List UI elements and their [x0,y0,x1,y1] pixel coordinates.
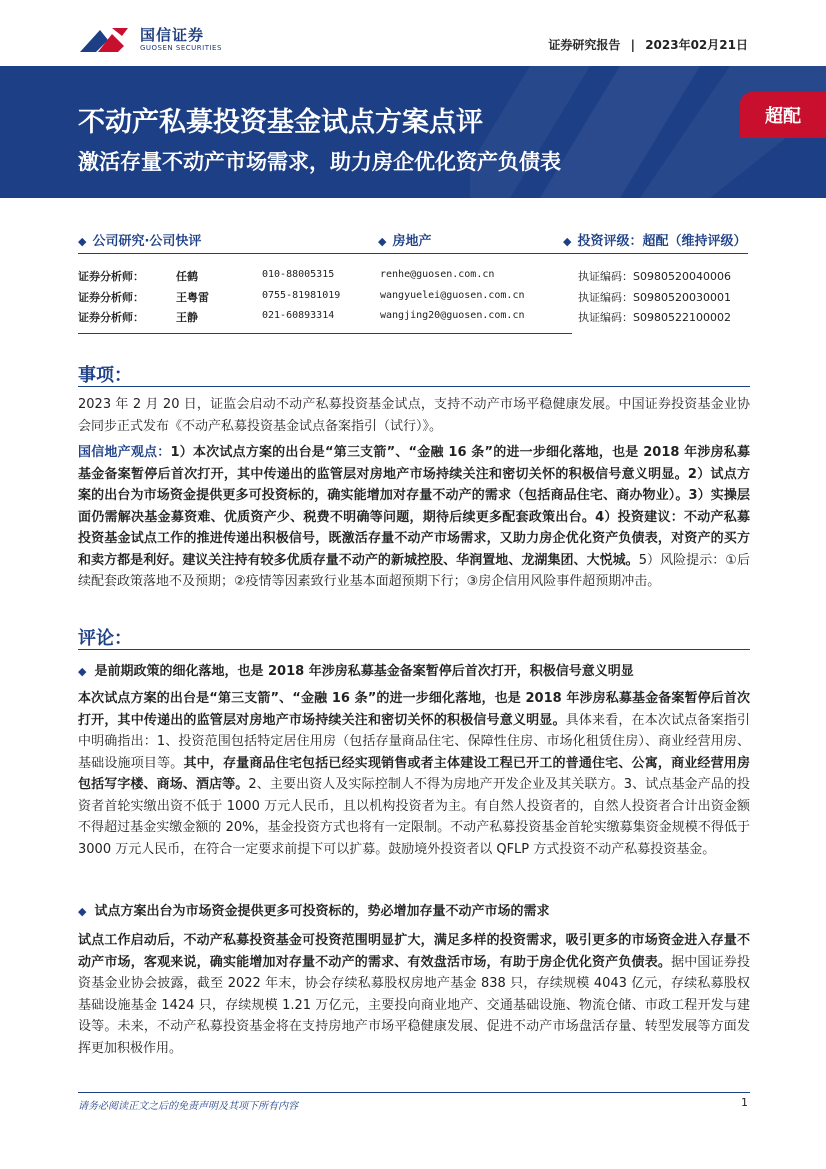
event-paragraph: 2023 年 2 月 20 日，证监会启动不动产私募投资基金试点，支持不动产市场平稳健康发展。中国证券投资基金业协会同步正式发布《不动产私募投资基金试点备案指引（试行）》。 [78,397,750,434]
analyst-role: 证券分析师： [78,311,144,324]
divider [78,253,748,254]
diamond-icon: ◆ [78,235,87,248]
category-research: ◆ 公司研究·公司快评 [78,234,202,249]
analyst-role: 证券分析师： [78,270,144,283]
report-subtitle: 激活存量不动产市场需求，助力房企优化资产负债表 [78,150,561,174]
report-meta [548,36,748,53]
diamond-icon: ◆ [563,235,572,248]
view-tail-text: 5）风险提示：①后续配套政策落地不及预期；②疫情等因素致行业基本面超预期下行；③房企信用风险事件超预期冲击。 [78,552,750,589]
report-date: 2023年02月21日 [645,38,748,52]
category-rating: ◆ 投资评级：超配（维持评级） [563,234,747,249]
view-bold-text: 1）本次试点方案的出台是“第三支箭”、“金融 16 条”的进一步细化落地，也是 2018 年涉房私募基金备案暂停后首次打开，其中传递出的监管层对房地产市场持续关注和密切关怀的积极信号意义明显。2）试点方案的出台为市场资金提供更多可投资标的，确实能增加对存量不动产的需求（包括商品住宅、商办物业）。3）实操层面仍需解决基金募资难、优质资产少、税费不明确等问题，期待后续更多配套政策出台。4）投资建议：不动产私募投资基金试点工作的推进传递出积极信号，既激活存量不动产市场需求，又助力房企优化资产负债表，对资产的买方和卖方都是利好。建议关注持有较多优质存量不动产的新城控股、华润置地、龙湖集团、大悦城。 [78,445,750,568]
guosen-logo-icon [78,22,133,58]
divider [78,1092,750,1093]
logo-text-cn: 国信证券 [140,26,205,44]
analyst-cert: 执证编码：S0980522100002 [578,311,731,324]
view-paragraph [78,442,750,593]
meta-separator: | [630,38,635,52]
view-label: 国信地产观点： [78,445,171,460]
page-number: 1 [741,1096,748,1109]
rating-badge: 超配 [740,92,826,138]
divider [78,386,750,387]
comment-paragraph-2: 试点工作启动后，不动产私募投资基金可投资范围明显扩大，满足多样的投资需求，吸引更多的市场资金进入存量不动产市场，客观来说，确实能增加对存量不动产的需求、有效盘活市场，有助于房企优化资产负债表。据中国证券投资基金业协会披露，截至 2022 年末，协会存续私募股权房地产基金 838 只，存续规模 4043 亿元，存续私募股权基础设施基金 1424 只，存续规模 1.21 万亿元，主要投向商业地产、交通基础设施、物流仓储、市政工程开发与建设等。未来，不动产私募投资基金将在支持房地产市场平稳健康发展、促进不动产市场盘活存量、转型发展等方面发挥更加积极作用。 [78,933,750,1056]
event-heading: 事项： [78,365,132,386]
footer-disclaimer: 请务必阅读正文之后的免责声明及其项下所有内容 [78,1101,298,1112]
divider [78,333,572,334]
analyst-phone: 0755-81981019 [262,290,341,301]
divider [78,649,750,650]
diamond-icon: ◆ [78,665,87,678]
analyst-name: 王静 [176,311,198,324]
report-type: 证券研究报告 [548,38,621,52]
analyst-name: 王粤雷 [176,291,209,304]
analyst-cert: 执证编码：S0980520040006 [578,270,731,283]
bullet-heading-2: ◆ 试点方案出台为市场资金提供更多可投资标的，势必增加存量不动产市场的需求 [78,904,550,919]
analyst-name: 任鹤 [176,270,198,283]
comment-heading: 评论： [78,628,132,649]
analyst-phone: 010-88005315 [262,269,335,280]
category-industry: ◆ 房地产 [378,234,432,249]
analyst-email[interactable]: renhe@guosen.com.cn [380,269,495,280]
comment-paragraph-1: 本次试点方案的出台是“第三支箭”、“金融 16 条”的进一步细化落地，也是 2018 年涉房私募基金备案暂停后首次打开，其中传递出的监管层对房地产市场持续关注和密切关怀的积极信号意义明显。具体来看，在本次试点备案指引中明确指出：1、投资范围包括特定居住用房（包括存量商品住宅、保障性住房、市场化租赁住房）、商业经营用房、基础设施项目等。其中，存量商品住宅包括已经实现销售或者主体建设工程已开工的普通住宅、公寓，商业经营用房包括写字楼、商场、酒店等。2、主要出资人及实际控制人不得为房地产开发企业及其关联方。3、试点基金产品的投资者首轮实缴出资不低于 1000 万元人民币，且以机构投资者为主。有自然人投资者的，自然人投资者合计出资金额不得超过基金实缴金额的 20%，基金投资方式也将有一定限制。不动产私募投资基金首轮实缴募集资金规模不得低于 3000 万元人民币，在符合一定要求前提下可以扩募。鼓励境外投资者以 QFLP 方式投资不动产私募投资基金。 [78,691,750,857]
diamond-icon: ◆ [378,235,387,248]
analyst-cert: 执证编码：S0980520030001 [578,291,731,304]
logo-text-en: GUOSEN SECURITIES [140,44,222,52]
report-title: 不动产私募投资基金试点方案点评 [78,107,483,138]
diamond-icon: ◆ [78,905,87,918]
analyst-email[interactable]: wangjing20@guosen.com.cn [380,310,525,321]
analyst-phone: 021-60893314 [262,310,335,321]
bullet-heading-1: ◆ 是前期政策的细化落地，也是 2018 年涉房私募基金备案暂停后首次打开，积极信号意义明显 [78,664,634,679]
analyst-email[interactable]: wangyuelei@guosen.com.cn [380,290,525,301]
analyst-role: 证券分析师： [78,291,144,304]
